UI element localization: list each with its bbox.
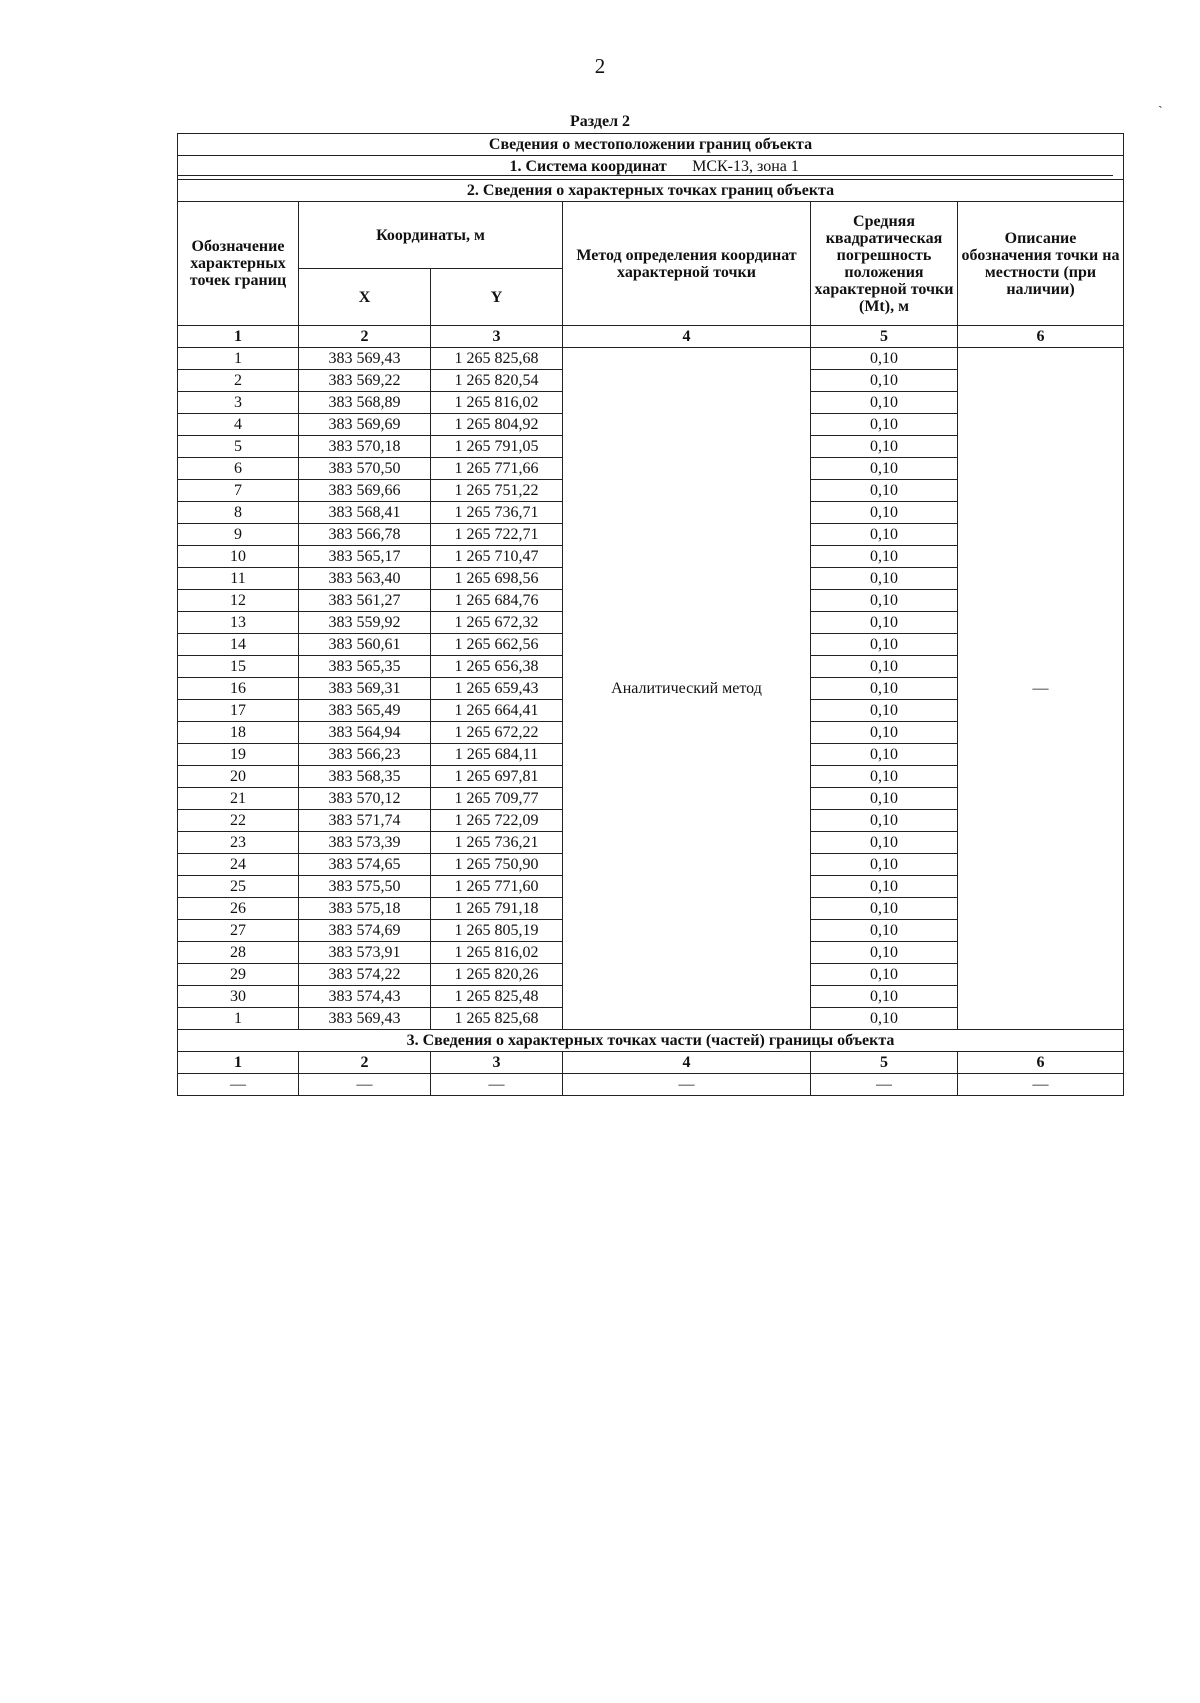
accuracy-cell: 0,10: [811, 524, 958, 546]
column-number: 4: [563, 1052, 811, 1074]
y-coordinate-cell: 1 265 804,92: [431, 414, 563, 436]
column-number: 5: [811, 1052, 958, 1074]
x-coordinate-cell: 383 569,69: [299, 414, 431, 436]
point-number-cell: 19: [178, 744, 299, 766]
column-number: 3: [431, 1052, 563, 1074]
accuracy-cell: 0,10: [811, 876, 958, 898]
point-number-cell: 28: [178, 942, 299, 964]
y-coordinate-cell: 1 265 751,22: [431, 480, 563, 502]
x-coordinate-cell: 383 565,35: [299, 656, 431, 678]
point-number-cell: 30: [178, 986, 299, 1008]
points-section-title: 2. Сведения о характерных точках границ объекта: [178, 180, 1124, 202]
point-number-cell: 9: [178, 524, 299, 546]
x-coordinate-cell: 383 570,12: [299, 788, 431, 810]
header-coordinates: Координаты, м: [299, 202, 563, 269]
coordinate-system-value: МСК-13, зона 1: [692, 158, 799, 175]
y-coordinate-cell: 1 265 722,09: [431, 810, 563, 832]
point-number-cell: 6: [178, 458, 299, 480]
x-coordinate-cell: 383 573,91: [299, 942, 431, 964]
point-number-cell: 20: [178, 766, 299, 788]
y-coordinate-cell: 1 265 709,77: [431, 788, 563, 810]
parts-section-title: 3. Сведения о характерных точках части (частей) границы объекта: [178, 1030, 1124, 1052]
column-number: 2: [299, 1052, 431, 1074]
x-coordinate-cell: 383 569,43: [299, 348, 431, 370]
point-number-cell: 10: [178, 546, 299, 568]
y-coordinate-cell: 1 265 722,71: [431, 524, 563, 546]
header-method: Метод определения координат характерной точки: [563, 202, 811, 326]
accuracy-cell: 0,10: [811, 1008, 958, 1030]
accuracy-cell: 0,10: [811, 722, 958, 744]
x-coordinate-cell: 383 566,78: [299, 524, 431, 546]
y-coordinate-cell: 1 265 697,81: [431, 766, 563, 788]
header-y: Y: [431, 269, 563, 326]
scan-mark: ˏ: [1158, 94, 1163, 109]
y-coordinate-cell: 1 265 771,60: [431, 876, 563, 898]
x-coordinate-cell: 383 574,65: [299, 854, 431, 876]
x-coordinate-cell: 383 564,94: [299, 722, 431, 744]
accuracy-cell: 0,10: [811, 766, 958, 788]
x-coordinate-cell: 383 575,50: [299, 876, 431, 898]
y-coordinate-cell: 1 265 805,19: [431, 920, 563, 942]
point-number-cell: 26: [178, 898, 299, 920]
column-number: 4: [563, 326, 811, 348]
y-coordinate-cell: 1 265 656,38: [431, 656, 563, 678]
x-coordinate-cell: 383 568,89: [299, 392, 431, 414]
parts-cell: —: [299, 1074, 431, 1096]
y-coordinate-cell: 1 265 820,26: [431, 964, 563, 986]
accuracy-cell: 0,10: [811, 436, 958, 458]
coordinate-system-label: 1. Система координат: [509, 158, 667, 175]
x-coordinate-cell: 383 574,69: [299, 920, 431, 942]
x-coordinate-cell: 383 569,43: [299, 1008, 431, 1030]
table-row: [178, 348, 1124, 370]
x-coordinate-cell: 383 568,41: [299, 502, 431, 524]
x-coordinate-cell: 383 571,74: [299, 810, 431, 832]
accuracy-cell: 0,10: [811, 348, 958, 370]
point-number-cell: 2: [178, 370, 299, 392]
accuracy-cell: 0,10: [811, 810, 958, 832]
x-coordinate-cell: 383 560,61: [299, 634, 431, 656]
point-number-cell: 7: [178, 480, 299, 502]
page-number: 2: [594, 54, 606, 78]
y-coordinate-cell: 1 265 791,05: [431, 436, 563, 458]
point-number-cell: 5: [178, 436, 299, 458]
x-coordinate-cell: 383 574,22: [299, 964, 431, 986]
accuracy-cell: 0,10: [811, 546, 958, 568]
x-coordinate-cell: 383 565,17: [299, 546, 431, 568]
point-number-cell: 18: [178, 722, 299, 744]
point-number-cell: 1: [178, 348, 299, 370]
point-number-cell: 24: [178, 854, 299, 876]
y-coordinate-cell: 1 265 816,02: [431, 392, 563, 414]
y-coordinate-cell: 1 265 684,76: [431, 590, 563, 612]
accuracy-cell: 0,10: [811, 502, 958, 524]
accuracy-cell: 0,10: [811, 986, 958, 1008]
x-coordinate-cell: 383 575,18: [299, 898, 431, 920]
y-coordinate-cell: 1 265 672,32: [431, 612, 563, 634]
accuracy-cell: 0,10: [811, 414, 958, 436]
column-number: 6: [958, 1052, 1124, 1074]
x-coordinate-cell: 383 573,39: [299, 832, 431, 854]
parts-cell: —: [563, 1074, 811, 1096]
y-coordinate-cell: 1 265 791,18: [431, 898, 563, 920]
x-coordinate-cell: 383 569,31: [299, 678, 431, 700]
header-accuracy: Средняя квадратическая погрешность положения характерной точки (Mt), м: [811, 202, 958, 326]
accuracy-cell: 0,10: [811, 964, 958, 986]
y-coordinate-cell: 1 265 664,41: [431, 700, 563, 722]
accuracy-cell: 0,10: [811, 854, 958, 876]
y-coordinate-cell: 1 265 750,90: [431, 854, 563, 876]
coordinate-system-row: [178, 156, 1124, 180]
point-number-cell: 8: [178, 502, 299, 524]
point-number-cell: 29: [178, 964, 299, 986]
y-coordinate-cell: 1 265 820,54: [431, 370, 563, 392]
point-number-cell: 12: [178, 590, 299, 612]
accuracy-cell: 0,10: [811, 568, 958, 590]
point-number-cell: 1: [178, 1008, 299, 1030]
y-coordinate-cell: 1 265 771,66: [431, 458, 563, 480]
y-coordinate-cell: 1 265 736,71: [431, 502, 563, 524]
accuracy-cell: 0,10: [811, 634, 958, 656]
parts-cell: —: [178, 1074, 299, 1096]
accuracy-cell: 0,10: [811, 942, 958, 964]
point-number-cell: 22: [178, 810, 299, 832]
point-number-cell: 23: [178, 832, 299, 854]
y-coordinate-cell: 1 265 710,47: [431, 546, 563, 568]
point-number-cell: 16: [178, 678, 299, 700]
y-coordinate-cell: 1 265 825,68: [431, 1008, 563, 1030]
y-coordinate-cell: 1 265 825,48: [431, 986, 563, 1008]
x-coordinate-cell: 383 563,40: [299, 568, 431, 590]
accuracy-cell: 0,10: [811, 920, 958, 942]
y-coordinate-cell: 1 265 816,02: [431, 942, 563, 964]
column-number: 1: [178, 326, 299, 348]
accuracy-cell: 0,10: [811, 590, 958, 612]
accuracy-cell: 0,10: [811, 700, 958, 722]
header-description: Описание обозначения точки на местности (при наличии): [958, 202, 1124, 326]
x-coordinate-cell: 383 561,27: [299, 590, 431, 612]
column-number: 5: [811, 326, 958, 348]
column-number: 6: [958, 326, 1124, 348]
point-number-cell: 4: [178, 414, 299, 436]
accuracy-cell: 0,10: [811, 788, 958, 810]
accuracy-cell: 0,10: [811, 832, 958, 854]
x-coordinate-cell: 383 568,35: [299, 766, 431, 788]
boundary-table: [177, 133, 1124, 1096]
accuracy-cell: 0,10: [811, 898, 958, 920]
column-number: 1: [178, 1052, 299, 1074]
header-x: X: [299, 269, 431, 326]
accuracy-cell: 0,10: [811, 480, 958, 502]
parts-cell: —: [811, 1074, 958, 1096]
column-number: 3: [431, 326, 563, 348]
table-title: Сведения о местоположении границ объекта: [178, 134, 1124, 156]
point-number-cell: 17: [178, 700, 299, 722]
accuracy-cell: 0,10: [811, 392, 958, 414]
y-coordinate-cell: 1 265 825,68: [431, 348, 563, 370]
accuracy-cell: 0,10: [811, 612, 958, 634]
x-coordinate-cell: 383 570,50: [299, 458, 431, 480]
header-designation: Обозначение характерных точек границ: [178, 202, 299, 326]
y-coordinate-cell: 1 265 736,21: [431, 832, 563, 854]
y-coordinate-cell: 1 265 659,43: [431, 678, 563, 700]
point-number-cell: 3: [178, 392, 299, 414]
parts-cell: —: [958, 1074, 1124, 1096]
point-number-cell: 14: [178, 634, 299, 656]
x-coordinate-cell: 383 570,18: [299, 436, 431, 458]
x-coordinate-cell: 383 569,22: [299, 370, 431, 392]
accuracy-cell: 0,10: [811, 370, 958, 392]
accuracy-cell: 0,10: [811, 656, 958, 678]
y-coordinate-cell: 1 265 684,11: [431, 744, 563, 766]
column-number: 2: [299, 326, 431, 348]
x-coordinate-cell: 383 559,92: [299, 612, 431, 634]
parts-cell: —: [431, 1074, 563, 1096]
x-coordinate-cell: 383 569,66: [299, 480, 431, 502]
description-cell: —: [958, 348, 1124, 1030]
point-number-cell: 11: [178, 568, 299, 590]
x-coordinate-cell: 383 566,23: [299, 744, 431, 766]
accuracy-cell: 0,10: [811, 678, 958, 700]
method-cell: Аналитический метод: [563, 348, 811, 1030]
point-number-cell: 15: [178, 656, 299, 678]
x-coordinate-cell: 383 574,43: [299, 986, 431, 1008]
y-coordinate-cell: 1 265 672,22: [431, 722, 563, 744]
y-coordinate-cell: 1 265 698,56: [431, 568, 563, 590]
section-title: Раздел 2: [569, 113, 631, 130]
x-coordinate-cell: 383 565,49: [299, 700, 431, 722]
y-coordinate-cell: 1 265 662,56: [431, 634, 563, 656]
point-number-cell: 25: [178, 876, 299, 898]
accuracy-cell: 0,10: [811, 744, 958, 766]
point-number-cell: 27: [178, 920, 299, 942]
point-number-cell: 21: [178, 788, 299, 810]
accuracy-cell: 0,10: [811, 458, 958, 480]
point-number-cell: 13: [178, 612, 299, 634]
